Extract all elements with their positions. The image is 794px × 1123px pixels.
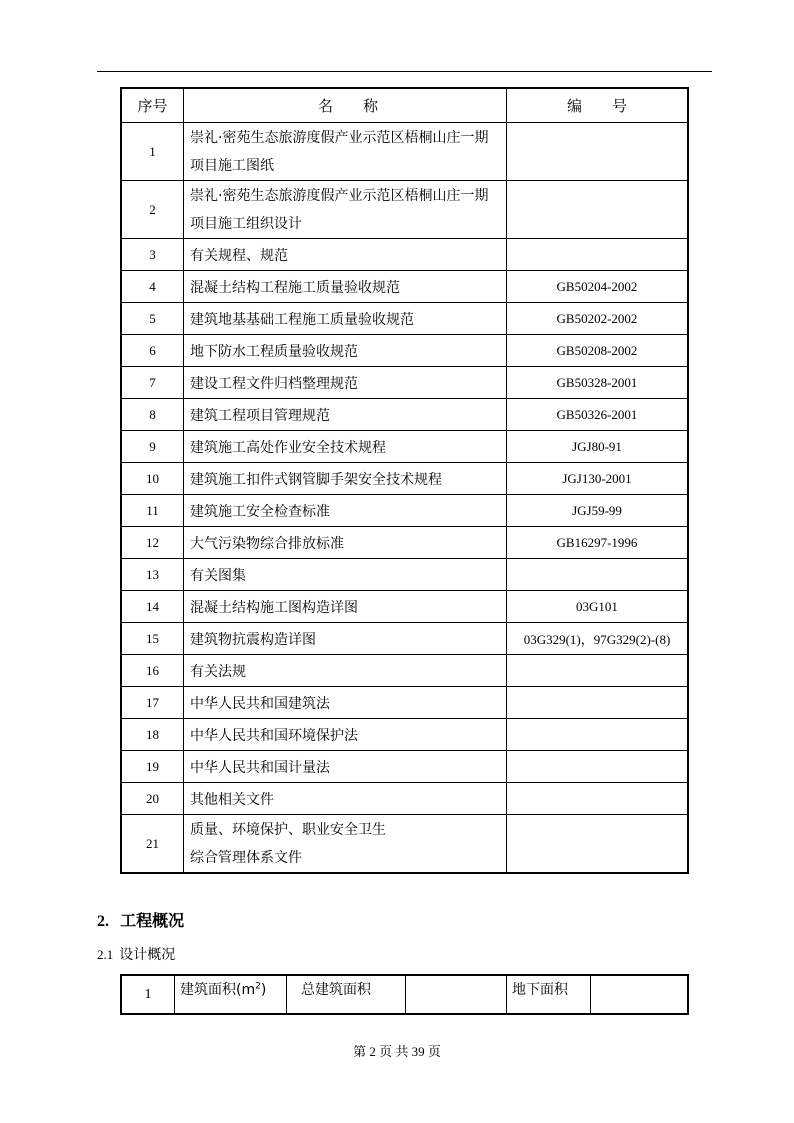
building-area-superscript: 2 [255, 981, 261, 992]
row-name: 建筑施工扣件式钢管脚手架安全技术规程 [184, 463, 507, 495]
row-code [507, 655, 689, 687]
row-name: 中华人民共和国环境保护法 [184, 719, 507, 751]
table-row [121, 623, 688, 655]
row-name: 中华人民共和国计量法 [184, 751, 507, 783]
table-row [121, 655, 688, 687]
header-code: 编 号 [507, 88, 689, 123]
table-row [121, 751, 688, 783]
building-area-label [175, 975, 287, 1014]
row-no: 15 [121, 623, 184, 655]
design-overview-table [120, 974, 689, 1015]
row-name: 建筑地基基础工程施工质量验收规范 [184, 303, 507, 335]
row-name: 有关图集 [184, 559, 507, 591]
row-code [507, 783, 689, 815]
row-no: 7 [121, 367, 184, 399]
table-row [121, 591, 688, 623]
row-name-line2: 项目施工图纸 [190, 157, 274, 174]
row-name: 建筑施工安全检查标准 [184, 495, 507, 527]
table-row [121, 181, 688, 239]
row-code [507, 239, 689, 271]
table-row [121, 687, 688, 719]
row-code: JGJ130-2001 [507, 463, 689, 495]
row-no: 1 [121, 123, 184, 181]
row-name: 有关规程、规范 [184, 239, 507, 271]
row-name-line2: 项目施工组织设计 [190, 215, 302, 232]
table-row [121, 783, 688, 815]
row-no: 17 [121, 687, 184, 719]
row-code: JGJ59-99 [507, 495, 689, 527]
total-area-label: 总建筑面积 [287, 975, 406, 1014]
row-no: 8 [121, 399, 184, 431]
row-name-line1: 崇礼·密苑生态旅游度假产业示范区梧桐山庄一期 [190, 187, 489, 204]
row-code: GB50202-2002 [507, 303, 689, 335]
table-row [121, 559, 688, 591]
row-no: 6 [121, 335, 184, 367]
row-no: 3 [121, 239, 184, 271]
row-code: 03G329(1)，97G329(2)-(8) [507, 623, 689, 655]
row-code [507, 751, 689, 783]
row-name: 混凝土结构施工图构造详图 [184, 591, 507, 623]
row-name: 大气污染物综合排放标准 [184, 527, 507, 559]
row-no: 12 [121, 527, 184, 559]
subsection-title-text: 设计概况 [119, 947, 176, 963]
row-no: 2 [121, 181, 184, 239]
row-no: 4 [121, 271, 184, 303]
table-row [121, 303, 688, 335]
row-code: 03G101 [507, 591, 689, 623]
table-row [121, 335, 688, 367]
row-code [507, 559, 689, 591]
row-name: 建筑物抗震构造详图 [184, 623, 507, 655]
subsection-number: 2.1 [97, 947, 114, 962]
header-rule [97, 71, 712, 72]
underground-area-label: 地下面积 [507, 975, 591, 1014]
row-name: 中华人民共和国建筑法 [184, 687, 507, 719]
row-no: 9 [121, 431, 184, 463]
row-name: 建筑施工高处作业安全技术规程 [184, 431, 507, 463]
row-no: 19 [121, 751, 184, 783]
underground-area-value [591, 975, 689, 1014]
row-name: 其他相关文件 [184, 783, 507, 815]
table-row [121, 431, 688, 463]
row-name-line2: 综合管理体系文件 [190, 849, 302, 866]
table-row [121, 719, 688, 751]
row-name-line1: 崇礼·密苑生态旅游度假产业示范区梧桐山庄一期 [190, 129, 489, 146]
row-code: JGJ80-91 [507, 431, 689, 463]
table-row [121, 815, 688, 874]
row-name-line1: 质量、环境保护、职业安全卫生 [190, 821, 386, 838]
building-area-text: 建筑面积(m [180, 982, 256, 998]
row-name: 建筑工程项目管理规范 [184, 399, 507, 431]
table-row [121, 463, 688, 495]
table-row [121, 975, 688, 1014]
row-name: 有关法规 [184, 655, 507, 687]
row-no: 21 [121, 815, 184, 874]
row-no: 10 [121, 463, 184, 495]
row-code [507, 815, 689, 874]
row-name [184, 181, 507, 239]
row-code: GB50204-2002 [507, 271, 689, 303]
total-area-value [406, 975, 507, 1014]
section-title-text: 工程概况 [120, 911, 185, 930]
row-code [507, 687, 689, 719]
page-footer: 第 2 页 共 39 页 [353, 1044, 441, 1059]
header-no: 序号 [121, 88, 184, 123]
row-name: 建设工程文件归档整理规范 [184, 367, 507, 399]
row-code: GB50208-2002 [507, 335, 689, 367]
reference-documents-table [120, 87, 689, 874]
row-no: 5 [121, 303, 184, 335]
table-header-row [121, 88, 688, 123]
building-area-close: ) [260, 982, 267, 998]
row-name [184, 815, 507, 874]
table-row [121, 367, 688, 399]
row-no: 13 [121, 559, 184, 591]
row-code: GB50326-2001 [507, 399, 689, 431]
table-row [121, 399, 688, 431]
subsection-title [97, 944, 175, 964]
row-no: 14 [121, 591, 184, 623]
row-no: 16 [121, 655, 184, 687]
table-row [121, 123, 688, 181]
row-no: 18 [121, 719, 184, 751]
row-name [184, 123, 507, 181]
row-code [507, 123, 689, 181]
row-code: GB50328-2001 [507, 367, 689, 399]
row-name: 地下防水工程质量验收规范 [184, 335, 507, 367]
row-no: 11 [121, 495, 184, 527]
row-code [507, 719, 689, 751]
row-no: 20 [121, 783, 184, 815]
table-row [121, 239, 688, 271]
row-code [507, 181, 689, 239]
section-number: 2. [97, 913, 109, 930]
row-code: GB16297-1996 [507, 527, 689, 559]
table-row [121, 495, 688, 527]
design-row-no: 1 [121, 975, 175, 1014]
row-name: 混凝土结构工程施工质量验收规范 [184, 271, 507, 303]
table-row [121, 271, 688, 303]
section-title [97, 908, 184, 931]
header-name: 名 称 [184, 88, 507, 123]
table-row [121, 527, 688, 559]
